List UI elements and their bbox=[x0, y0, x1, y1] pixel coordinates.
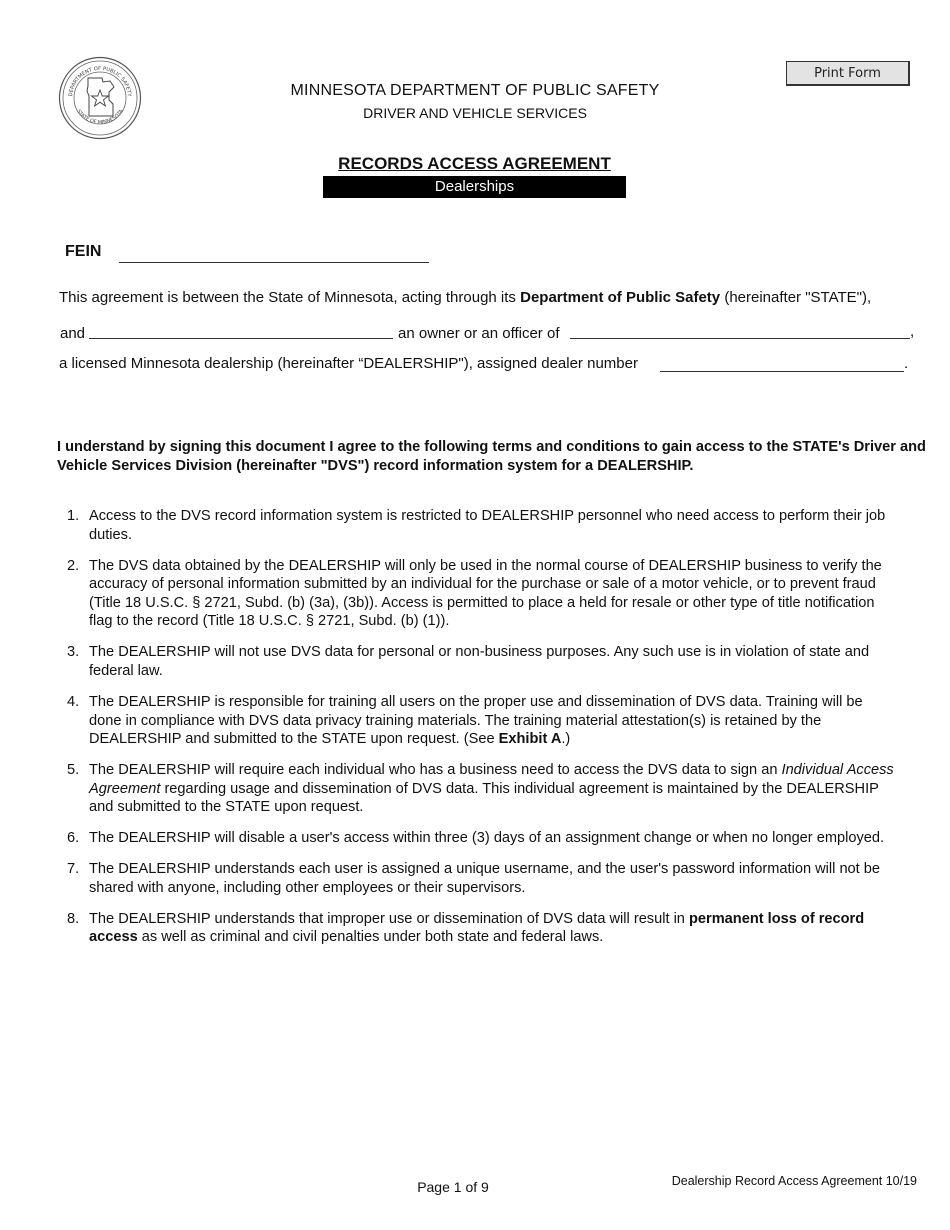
term-number: 3. bbox=[67, 644, 80, 661]
term-text: The DVS data obtained by the DEALERSHIP will only be used in the normal course of DEALERSHIP business to verify the accuracy of personal information submitted by an individual for the purchase or sale of a motor vehicle, or to prevent fraud (Title 18 U.S.C. § 2721, Subd. (b) (3a), (3b)). Access is permitted to place a held for resale or other type of title notification flag to the record (Title 18 U.S.C. § 2721, Subd. (b) (1)). bbox=[89, 557, 882, 630]
dealership-name-field[interactable] bbox=[570, 338, 910, 339]
print-form-button[interactable]: Print Form bbox=[786, 61, 910, 86]
fein-label: FEIN bbox=[65, 243, 102, 260]
parties-statement bbox=[59, 289, 871, 306]
term-text: The DEALERSHIP will not use DVS data for personal or non-business purposes. Any such use is in violation of state and federal law. bbox=[89, 644, 870, 679]
term-item bbox=[56, 643, 898, 680]
term-item bbox=[56, 507, 898, 544]
term-number: 1. bbox=[67, 508, 80, 524]
parties-statement-post: (hereinafter "STATE"), bbox=[720, 289, 872, 306]
term-number: 8. bbox=[67, 910, 80, 927]
individual-access-agreement-reference: Individual Access Agreement bbox=[89, 762, 894, 797]
term-item bbox=[56, 910, 898, 947]
term-item bbox=[56, 860, 898, 897]
permanent-loss-emphasis: permanent loss of record access bbox=[89, 910, 865, 946]
svg-text:DEPARTMENT OF PUBLIC SAFETY: DEPARTMENT OF PUBLIC SAFETY bbox=[67, 65, 132, 97]
svg-text:STATE OF MINNESOTA: STATE OF MINNESOTA bbox=[75, 108, 125, 126]
owner-officer-label: an owner or an officer of bbox=[398, 325, 560, 342]
term-text-end: regarding usage and dissemination of DVS data. This individual agreement is maintained by the DEALERSHIP and submitted to the STATE upon request. bbox=[89, 780, 879, 816]
term-text: The DEALERSHIP will disable a user's access within three (3) days of an assignment change or when no longer employed. bbox=[89, 830, 885, 847]
term-text: The DEALERSHIP understands that improper use or dissemination of DVS data will result in bbox=[89, 910, 689, 927]
term-text-end: .) bbox=[561, 731, 571, 748]
division-name: DRIVER AND VEHICLE SERVICES bbox=[363, 105, 587, 121]
term-text: The DEALERSHIP is responsible for training all users on the proper use and dissemination of DVS data. Training will be done in compliance with DVS data privacy training materials. The training material attestation(s) is retained by the DEALERSHIP and submitted to the STATE upon request. (See bbox=[89, 693, 863, 748]
term-item bbox=[56, 761, 898, 817]
agency-name: MINNESOTA DEPARTMENT OF PUBLIC SAFETY bbox=[290, 82, 660, 99]
term-number: 6. bbox=[67, 830, 80, 847]
parties-statement-pre: This agreement is between the State of Minnesota, acting through its bbox=[59, 289, 521, 306]
page-number: Page 1 of 9 bbox=[417, 1179, 489, 1195]
term-item bbox=[56, 557, 898, 631]
fein-field[interactable] bbox=[119, 262, 429, 263]
dealer-number-label: a licensed Minnesota dealership (hereinafter “DEALERSHIP"), assigned dealer number bbox=[59, 355, 638, 372]
term-number: 2. bbox=[67, 557, 80, 574]
term-item bbox=[56, 829, 898, 848]
form-identifier: Dealership Record Access Agreement 10/19 bbox=[671, 1174, 917, 1188]
term-text-end: as well as criminal and civil penalties under both state and federal laws. bbox=[137, 929, 604, 946]
terms-list bbox=[56, 507, 898, 959]
document-subtitle-banner: Dealerships bbox=[323, 176, 626, 198]
term-number: 4. bbox=[67, 693, 80, 710]
document-title: RECORDS ACCESS AGREEMENT bbox=[338, 154, 611, 173]
period-text: . bbox=[904, 355, 909, 372]
term-number: 5. bbox=[67, 762, 80, 779]
term-text: The DEALERSHIP will require each individual who has a business need to access the DVS data to sign an bbox=[89, 762, 782, 779]
term-text: The DEALERSHIP understands each user is assigned a unique username, and the user's password information will not be shared with anyone, including other employees or their supervisors. bbox=[89, 861, 881, 896]
parties-statement-department: Department of Public Safety bbox=[520, 289, 721, 306]
comma-text: , bbox=[910, 323, 915, 340]
term-number: 7. bbox=[67, 861, 80, 878]
term-text: Access to the DVS record information system is restricted to DEALERSHIP personnel who need access to perform their job duties. bbox=[89, 508, 886, 543]
exhibit-a-reference: Exhibit A bbox=[498, 731, 562, 748]
terms-intro: I understand by signing this document I agree to the following terms and conditions to gain access to the STATE's Driver and Vehicle Services Division (hereinafter "DVS") record information system for a DEALERSHIP. bbox=[57, 439, 926, 474]
and-label: and bbox=[60, 325, 86, 342]
dealer-number-field[interactable] bbox=[660, 371, 904, 372]
term-item bbox=[56, 693, 898, 749]
owner-name-field[interactable] bbox=[89, 338, 393, 339]
